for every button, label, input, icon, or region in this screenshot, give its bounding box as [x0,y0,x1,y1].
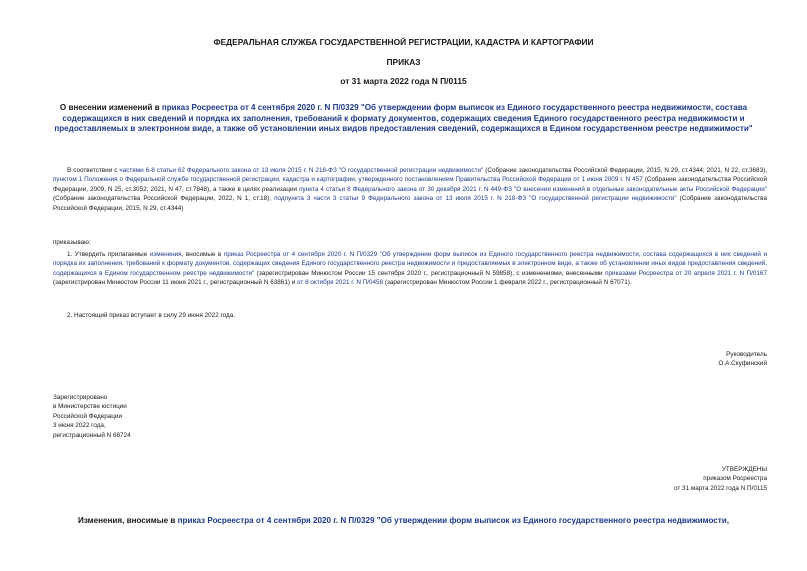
preamble-text: (Собрание законодательства Российской Федерации, 2022, N 1, ст.18), [53,195,275,203]
preamble-text: (Собрание законодательства Российской Федерации, 2015, N 29, ст.4344) [53,195,767,212]
item-1-text: (зарегистрирован Минюстом России 11 июня 2021 г., регистрационный N 63861) и [53,279,298,287]
approved-line: приказом Росреестра [703,475,767,483]
item-1-text: (зарегистрирован Минюстом России 1 февраля 2022 г., регистрационный N 67071). [383,279,632,287]
agency-name: ФЕДЕРАЛЬНАЯ СЛУЖБА ГОСУДАРСТВЕННОЙ РЕГИСТРАЦИИ, КАДАСТРА И КАРТОГРАФИИ [213,37,594,47]
signature-name: О.А.Скуфинский [718,360,767,368]
changes-heading-link[interactable]: приказ Росреестра от 4 сентября 2020 г. N П/0329 "Об утверждении форм выписок из Единого государственного реестра недвижимости, [177,516,729,525]
title-prefix: О внесении изменений в [59,103,162,112]
document-date-number: от 31 марта 2022 года N П/0115 [340,76,467,86]
approved-block [674,465,767,493]
preamble-paragraph [53,166,767,213]
registration-line: регистрационный N 68724 [53,431,131,439]
signature-block [718,350,767,369]
item-2-paragraph: 2. Настоящий приказ вступает в силу 29 июня 2022 года. [67,312,236,319]
item-1-paragraph [53,250,767,288]
registration-block [53,393,131,440]
changes-link[interactable]: изменения [149,251,182,258]
item-1-text: 1. Утвердить прилагаемые [67,251,150,258]
document-title [40,103,767,135]
order-0329-link[interactable]: приказ Росреестра от 4 сентября 2020 г. N П/0329 "Об утверждении форм выписок из Единого государственного реестра недвижимости, состава содержащихся в них сведений и порядка их заполнения, требований к формату документов, содержащих сведения Единого государственного реестра недвижимости и предоставляемых в электронном виде, а также об установлении иных видов предоставления сведений, содержащихся в Едином государственном реестре недвижимости" [53,251,767,277]
order-0458-link[interactable]: от 8 октября 2021 г. N П/0458 [297,279,384,287]
order-0167-link[interactable]: приказами Росреестра от 20 апреля 2021 г. N П/0167 [605,269,767,277]
item-1-text: , вносимые в [181,251,224,258]
changes-heading [30,516,777,525]
registration-line: в Министерстве юстиции [53,403,127,411]
preamble-text: (Собрание законодательства Российской Федерации, 2015, N 29, ст.4344; 2021, N 22, ст.3683), [483,167,767,174]
document-type: ПРИКАЗ [386,57,421,67]
item-1-text: (зарегистрирован Минюстом России 15 сентября 2020 г., регистрационный N 59858), с изменениями, внесенными [254,269,606,277]
approved-line: от 31 марта 2022 года N П/0115 [673,484,767,492]
regulation-457-link[interactable]: пунктом 1 Положения о Федеральной службе государственной регистрации, кадастра и картографии, утвержденного постановлением Правительства Российской Федерации от 1 июня 2009 г. N 457 [53,176,643,184]
approved-line: УТВЕРЖДЕНЫ [721,466,767,473]
law-449-link[interactable]: пункта 4 статьи 8 Федерального закона от 30 декабря 2021 г. N 449-ФЗ "О внесении изменений в отдельные законодательные акты Российской Федерации" [299,185,767,193]
order-word: приказываю: [53,239,91,246]
registration-line: 3 июня 2022 года, [53,422,106,430]
registration-line: Зарегистрировано [53,394,108,401]
title-link[interactable]: приказ Росреестра от 4 сентября 2020 г. N П/0329 "Об утверждении форм выписок из Единого государственного реестра недвижимости, состава содержащихся в них сведений и порядка их заполнения, требований к формату документов, содержащих сведения Единого государственного реестра недвижимости и предоставляемых в электронном виде, а также об установлении иных видов предоставления сведений, содержащихся в Едином государственном реестре недвижимости" [54,103,753,134]
law-218-article9-link[interactable]: подпункта 3 части 3 статьи 9 Федерального закона от 13 июля 2015 г. N 218-ФЗ "О государственной регистрации недвижимости" [274,195,677,203]
preamble-text: (Собрание законодательства Российской Федерации, 2009, N 25, ст.3052; 2021, N 47, ст.7848), а также в целях реализации [53,176,767,193]
preamble-text: В соответствии с [67,167,120,174]
signature-role: Руководитель [726,351,767,358]
changes-heading-prefix: Изменения, вносимые в [78,516,178,525]
registration-line: Российской Федерации [53,412,122,420]
law-218-link[interactable]: частями 6-8 статьи 62 Федерального закона от 13 июля 2015 г. N 218-ФЗ "О государственной регистрации недвижимости" [119,167,484,174]
